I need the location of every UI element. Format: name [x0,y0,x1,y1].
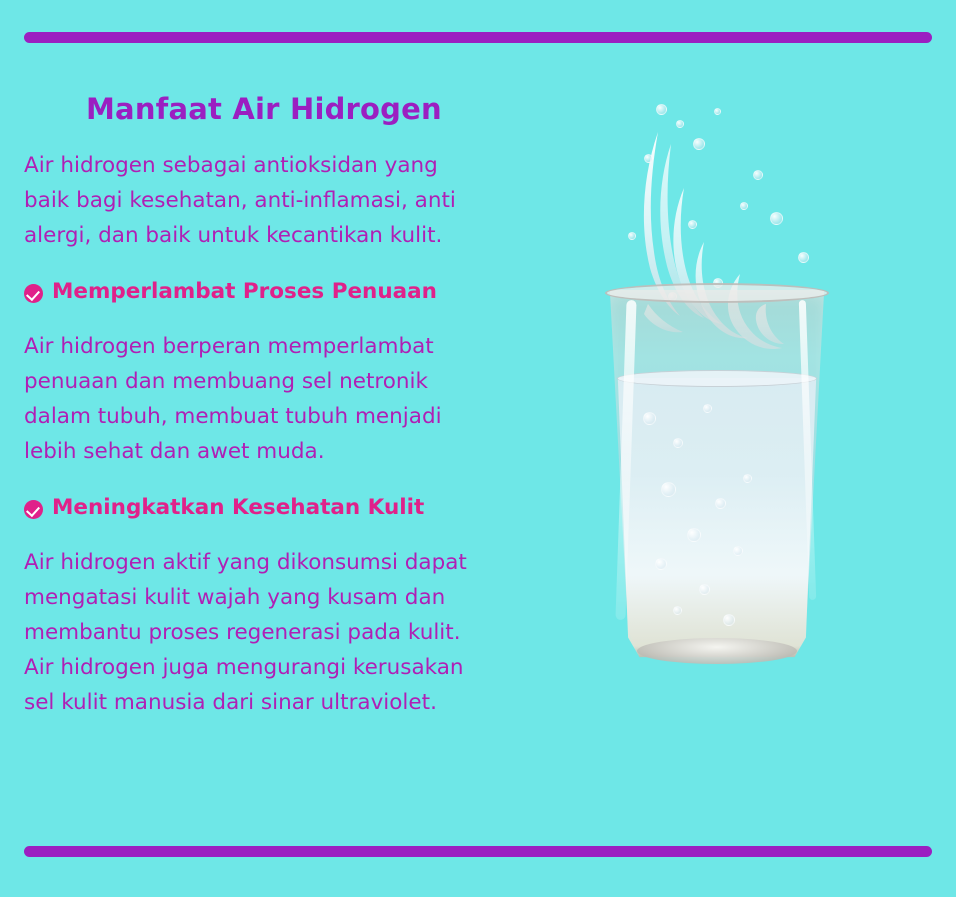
bubble [673,606,682,615]
content-area [0,92,956,832]
bottom-divider-rule [24,846,932,857]
bubble [687,528,701,542]
bubble [655,558,667,570]
section-heading-2-label: Meningkatkan Kesehatan Kulit [52,495,425,520]
bubble [753,170,763,180]
top-divider-rule [24,32,932,43]
bubble [693,138,705,150]
text-column [0,92,500,832]
bubble [656,104,667,115]
water-fill [603,378,831,660]
water-surface [617,370,817,387]
bubble [643,412,656,425]
section-heading-2 [24,493,500,523]
bubble [703,404,712,413]
section-paragraph-2: Air hidrogen aktif yang dikonsumsi dapat mengatasi kulit wajah yang kusam dan membantu proses regenerasi pada kulit. Air hidrogen juga mengurangi kerusakan sel kulit manusia dari sinar ultraviolet. [24,550,467,715]
bubble [676,120,684,128]
check-circle-icon [24,284,43,303]
intro-paragraph: Air hidrogen sebagai antioksidan yang baik bagi kesehatan, anti-inflamasi, anti alergi, dan baik untuk kecantikan kulit. [24,153,456,248]
bubble [798,252,809,263]
bubble [715,498,726,509]
glass-rim [605,283,829,303]
drinking-glass [603,290,831,660]
page-title: Manfaat Air Hidrogen [86,92,442,126]
check-circle-icon [24,500,43,519]
section-paragraph-1: Air hidrogen berperan memperlambat penuaan dan membuang sel netronik dalam tubuh, membuat tubuh menjadi lebih sehat dan awet muda. [24,334,442,464]
bubble [714,108,721,115]
bubble [723,614,735,626]
bubble [699,584,710,595]
bubble [661,482,676,497]
bubble [743,474,752,483]
bubble [644,154,653,163]
section-heading-1-label: Memperlambat Proses Penuaan [52,279,437,304]
glass-of-water-image [508,92,928,692]
glass-base [637,638,797,664]
section-heading-1 [24,277,500,307]
bubble [740,202,748,210]
bubble [673,438,683,448]
bubble [628,232,636,240]
illustration-column [500,92,956,832]
bubble [733,546,743,556]
bubble [688,220,697,229]
bubble [770,212,783,225]
